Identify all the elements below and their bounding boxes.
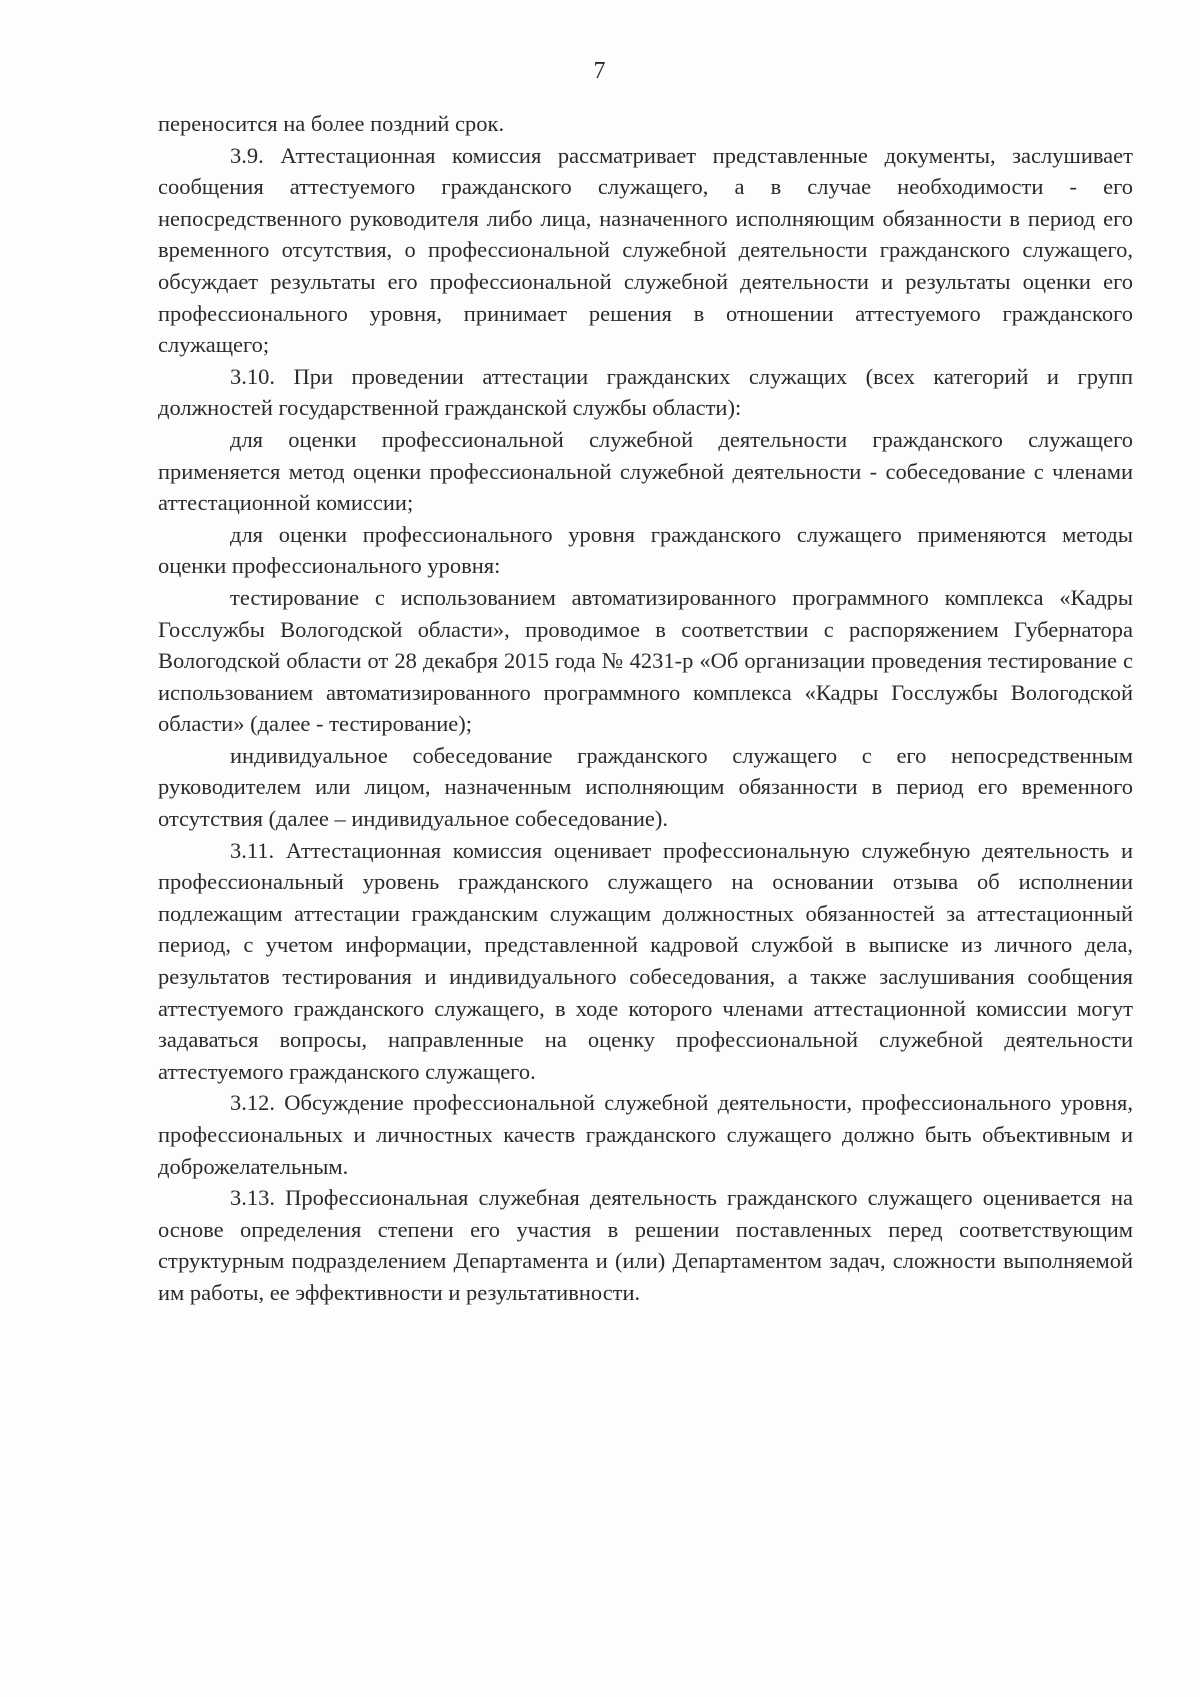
paragraph-3-9: 3.9. Аттестационная комиссия рассматривает представленные документы, заслушивает сообщения аттестуемого гражданского служащего, а в случае необходимости - его непосредственного руководителя либо лица, назначенного исполняющим обязанности в период его временного отсутствия, о профессиональной служебной деятельности гражданского служащего, обсуждает результаты его профессиональной служебной деятельности и результаты оценки его профессионального уровня, принимает решения в отношении аттестуемого гражданского служащего; (158, 142, 1133, 358)
paragraph-activity-assessment: для оценки профессиональной служебной деятельности гражданского служащего применяется метод оценки профессиональной служебной деятельности - собеседование с членами аттестационной комиссии; (158, 426, 1133, 516)
paragraph-3-10: 3.10. При проведении аттестации гражданских служащих (всех категорий и групп должностей государственной гражданской службы области): (158, 363, 1133, 421)
paragraph-3-11: 3.11. Аттестационная комиссия оценивает профессиональную служебную деятельность и профессиональный уровень гражданского служащего на основании отзыва об исполнении подлежащим аттестации гражданским служащим должностных обязанностей за аттестационный период, с учетом информации, представленной кадровой службой в выписке из личного дела, результатов тестирования и индивидуального собеседования, а также заслушивания сообщения аттестуемого гражданского служащего, в ходе которого членами аттестационной комиссии могут задаваться вопросы, направленные на оценку профессиональной служебной деятельности аттестуемого гражданского служащего. (158, 837, 1133, 1084)
paragraph-interview: индивидуальное собеседование гражданского служащего с его непосредственным руководителем или лицом, назначенным исполняющим обязанности в период его временного отсутствия (далее – индивидуальное собеседование). (158, 742, 1133, 832)
paragraph-3-12: 3.12. Обсуждение профессиональной служебной деятельности, профессионального уровня, профессиональных и личностных качеств гражданского служащего должно быть объективным и доброжелательным. (158, 1090, 1133, 1179)
paragraph-continuation: переносится на более поздний срок. (158, 111, 505, 136)
page-number: 7 (593, 58, 607, 84)
document-body (158, 108, 1133, 1309)
paragraph-testing: тестирование с использованием автоматизированного программного комплекса «Кадры Госслужбы Вологодской области», проводимое в соответствии с распоряжением Губернатора Вологодской области от 28 декабря 2015 года № 4231-р «Об организации проведения тестирование с использованием автоматизированного программного комплекса «Кадры Госслужбы Вологодской области» (далее - тестирование); (158, 584, 1133, 737)
paragraph-3-13: 3.13. Профессиональная служебная деятельность гражданского служащего оценивается на основе определения степени его участия в решении поставленных перед соответствующим структурным подразделением Департамента и (или) Департаментом задач, сложности выполняемой им работы, ее эффективности и результативности. (158, 1185, 1133, 1305)
paragraph-level-assessment: для оценки профессионального уровня гражданского служащего применяются методы оценки профессионального уровня: (158, 521, 1133, 579)
